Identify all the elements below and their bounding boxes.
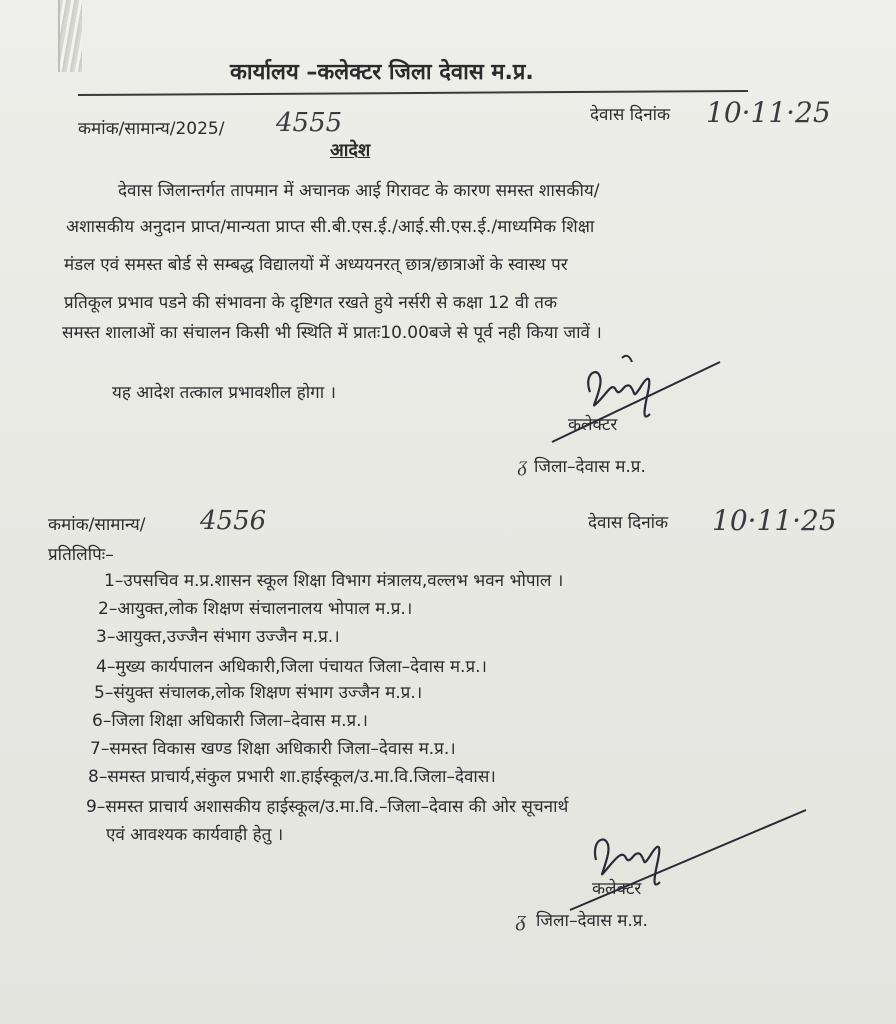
order-line-4: प्रतिकूल प्रभाव पडने की संभावना के दृष्टिगत रखते हुये नर्सरी से कक्षा 12 वी तक [64,293,558,313]
copy-item-4: 4–मुख्य कार्यपालन अधिकारी,जिला पंचायत जिला–देवास म.प्र.। [96,657,487,677]
copy-date-label: देवास दिनांक [588,513,669,533]
copy-item-9-continuation: एवं आवश्यक कार्यवाही हेतु । [106,825,284,845]
copy-item-7: 7–समस्त विकास खण्ड शिक्षा अधिकारी जिला–देवास म.प्र.। [90,739,456,759]
collector-signature-1 [530,352,730,442]
signature-1-designation: कलेक्टर [568,415,618,435]
staple-mark [58,0,82,72]
signature-2-designation: कलेक्टर [592,879,642,899]
order-number-handwritten: 4555 [276,108,343,138]
signature-2-initial-mark: ᵹ [516,907,527,932]
copy-item-2: 2–आयुक्त,लोक शिक्षण संचालनालय भोपाल म.प्र.। [98,599,413,619]
order-date-handwritten: 10·11·25 [706,96,831,129]
copy-label: प्रतिलिपिः– [48,545,114,565]
order-heading: आदेश [330,140,371,161]
order-line-3: मंडल एवं समस्त बोर्ड से सम्बद्ध विद्यालयों में अध्ययनरत् छात्र/छात्राओं के स्वास्थ पर [64,255,568,275]
copy-date-handwritten: 10·11·25 [712,504,837,537]
title-underline [78,90,748,96]
copy-item-1: 1–उपसचिव म.प्र.शासन स्कूल शिक्षा विभाग मंत्रालय,वल्लभ भवन भोपाल । [104,571,564,591]
copy-item-6: 6–जिला शिक्षा अधिकारी जिला–देवास म.प्र.। [92,711,369,731]
copy-item-3: 3–आयुक्त,उज्जैन संभाग उज्जैन म.प्र.। [96,627,340,647]
signature-2-district: जिला–देवास म.प्र. [536,911,648,931]
copy-item-9: 9–समस्त प्राचार्य अशासकीय हाईस्कूल/उ.मा.वि.–जिला–देवास की ओर सूचनार्थ [86,797,569,817]
order-line-5: समस्त शालाओं का संचालन किसी भी स्थिति में प्रातः10.00बजे से पूर्व नही किया जावें । [62,323,602,343]
order-line-2: अशासकीय अनुदान प्राप्त/मान्यता प्राप्त सी.बी.एस.ई./आई.सी.एस.ई./माध्यमिक शिक्षा [66,217,595,237]
copy-item-5: 5–संयुक्त संचालक,लोक शिक्षण संभाग उज्जैन म.प्र.। [94,683,423,703]
order-reference: कमांक/सामान्य/2025/ [78,119,225,139]
order-date-label: देवास दिनांक [590,105,671,125]
copy-reference: कमांक/सामान्य/ [48,515,146,535]
order-effect-line: यह आदेश तत्काल प्रभावशील होगा । [112,383,336,403]
order-line-1: देवास जिलान्तर्गत तापमान में अचानक आई गिरावट के कारण समस्त शासकीय/ [118,181,600,201]
signature-1-district: जिला–देवास म.प्र. [534,457,646,477]
signature-1-initial-mark: ᵹ [518,452,528,476]
office-title: कार्यालय –कलेक्टर जिला देवास म.प्र. [230,60,534,85]
collector-signature-2 [556,810,816,920]
copy-number-handwritten: 4556 [200,506,267,536]
copy-item-8: 8–समस्त प्राचार्य,संकुल प्रभारी शा.हाईस्कूल/उ.मा.वि.जिला–देवास। [88,767,496,787]
